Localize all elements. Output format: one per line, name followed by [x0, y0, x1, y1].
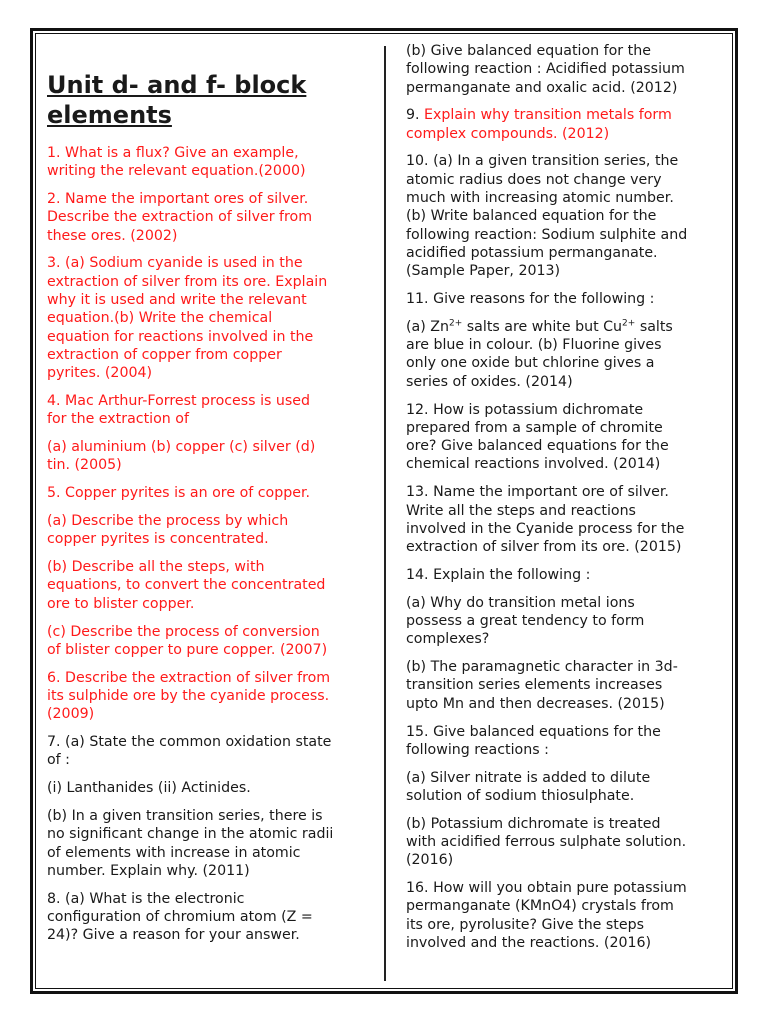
question-15: 15. Give balanced equations for the following reactions :: [406, 723, 661, 758]
question-12: 12. How is potassium dichromate prepared from a sample of chromite ore? Give balanced equations for the chemical reactions involved. (2014): [406, 401, 669, 473]
question-paragraph: 2. Name the important ores of silver. Describe the extraction of silver from these ores. (2002): [47, 191, 313, 244]
question-9-number: 9.: [406, 107, 425, 124]
question-paragraph: (i) Lanthanides (ii) Actinides.: [47, 780, 251, 797]
question-8b: (b) Give balanced equation for the following reaction : Acidified potassium permanganate and oxalic acid. (2012): [406, 43, 685, 96]
question-9-text: Explain why transition metals form complex compounds. (2012): [406, 107, 672, 142]
question-paragraph: 6. Describe the extraction of silver from its sulphide ore by the cyanide process. (2009): [47, 669, 331, 723]
question-paragraph: (c) Describe the process of conversion of blister copper to pure copper. (2007): [47, 623, 328, 658]
question-paragraph: 8. (a) What is the electronic configuration of chromium atom (Z = 24)? Give a reason for your answer.: [47, 890, 313, 944]
question-paragraph: 4. Mac Arthur-Forrest process is used for the extraction of: [47, 393, 311, 428]
question-paragraph: 1. What is a flux? Give an example, writing the relevant equation.(2000): [47, 145, 306, 180]
question-paragraph: 7. (a) State the common oxidation state of :: [47, 734, 332, 769]
copper-charge: 2+: [622, 318, 636, 329]
question-paragraph: (a) aluminium (b) copper (c) silver (d) tin. (2005): [47, 439, 316, 474]
question-paragraph: 3. (a) Sodium cyanide is used in the extraction of silver from its ore. Explain why it is used and write the relevant equation.(b) Write the chemical equation for reactions involved in the extraction of copper from copper pyrites. (2004): [47, 255, 328, 382]
question-paragraph: 5. Copper pyrites is an ore of copper.: [47, 485, 311, 502]
question-paragraph: (b) Describe all the steps, with equations, to convert the concentrated ore to blister copper.: [47, 559, 326, 612]
q11a-part: (a) Zn: [406, 318, 449, 335]
question-paragraph: (a) Describe the process by which copper pyrites is concentrated.: [47, 513, 289, 548]
question-13: 13. Name the important ore of silver. Write all the steps and reactions involved in the Cyanide process for the extraction of silver from its ore. (2015): [406, 484, 685, 556]
page-title: Unit d- and f- block elements: [47, 71, 307, 129]
question-11a: [406, 318, 718, 391]
question-14: 14. Explain the following :: [406, 566, 591, 583]
left-column: [47, 42, 367, 954]
question-14a: (a) Why do transition metal ions possess a great tendency to form complexes?: [406, 594, 645, 648]
question-15a: (a) Silver nitrate is added to dilute solution of sodium thiosulphate.: [406, 769, 651, 804]
question-list-left: [47, 144, 367, 944]
column-divider: [384, 46, 386, 981]
question-paragraph: (b) In a given transition series, there is no significant change in the atomic radii of elements with increase in atomic number. Explain why. (2011): [47, 807, 334, 879]
question-11: 11. Give reasons for the following :: [406, 291, 655, 308]
question-16: 16. How will you obtain pure potassium permanganate (KMnO4) crystals from its ore, pyrolusite? Give the steps involved and the reactions. (2016): [406, 880, 687, 951]
q11a-part: salts are blue in colour. (b) Fluorine gives only one oxide but chlorine gives a series of oxides. (2014): [406, 318, 673, 390]
question-9: [406, 106, 718, 143]
q11a-part: salts are white but Cu: [462, 318, 623, 335]
zinc-charge: 2+: [449, 318, 463, 329]
question-14b: (b) The paramagnetic character in 3d- transition series elements increases upto Mn and then decreases. (2015): [406, 659, 678, 712]
question-15b: (b) Potassium dichromate is treated with acidified ferrous sulphate solution. (2016): [406, 815, 687, 869]
right-column: [406, 42, 718, 962]
question-10: 10. (a) In a given transition series, the atomic radius does not change very much with increasing atomic number. (b) Write balanced equation for the following reaction: Sodium sulphite and acidified potassium permanganate. (Sample Paper, 2013): [406, 153, 688, 280]
